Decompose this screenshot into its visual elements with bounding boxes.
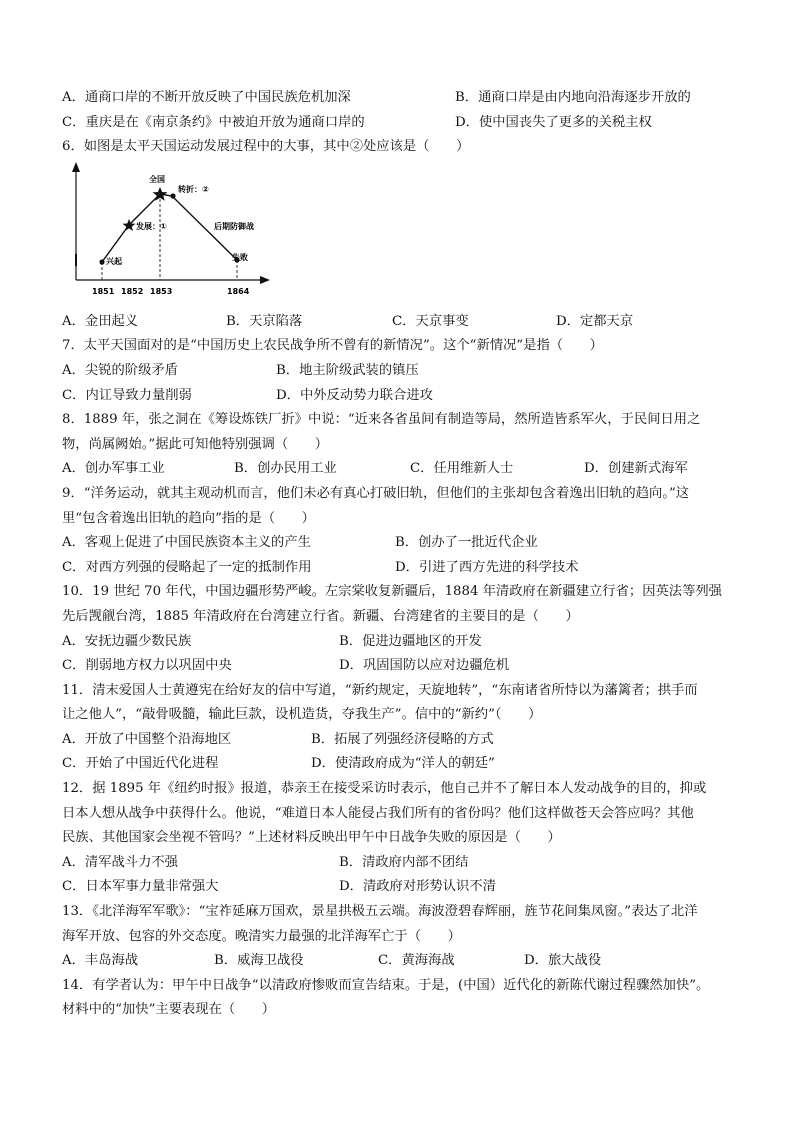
q6-option-b: B．天京陷落	[226, 313, 303, 329]
q12-option-b: B．清政府内部不团结	[339, 854, 469, 870]
q13-option-b: B．威海卫战役	[214, 953, 304, 969]
q9-text-2: 里“包含着逸出旧轨的趋向”指的是（ ）	[62, 510, 315, 526]
q10-option-d: D．巩固国防以应对边疆危机	[339, 658, 510, 674]
label-fazhan: 发展：①	[136, 221, 167, 231]
q10-option-c: C．削弱地方权力以巩固中央	[62, 658, 232, 674]
exam-page	[62, 86, 742, 1023]
q10-options-row-1	[62, 630, 742, 655]
q12-option-d: D．清政府对形势认识不清	[339, 879, 496, 895]
q6-option-d: D．定都天京	[556, 313, 634, 329]
q6-option-c: C．天京事变	[392, 313, 469, 329]
tick-1864: 1864	[227, 286, 250, 296]
q9-option-c: C．对西方列强的侵略起了一定的抵制作用	[62, 559, 312, 575]
q11-option-d: D．使清政府成为“洋人的朝廷”	[311, 756, 495, 772]
q8-option-b: B．创办民用工业	[234, 461, 337, 477]
tick-1851: 1851	[92, 286, 115, 296]
q14-text-2: 材料中的“加快”主要表现在（ ）	[62, 1002, 276, 1018]
q6-options	[62, 310, 742, 335]
q5-options-row-1	[62, 86, 742, 111]
q9-text-1: 9．“洋务运动，就其主观动机而言，他们未必有真心打破旧轨，但他们的主张却包含着逸出旧轨的趋向。”这	[62, 485, 690, 501]
q8-option-a: A．创办军事工业	[62, 461, 165, 477]
q7-options-row-2	[62, 384, 742, 409]
q9-options-row-1	[62, 531, 742, 556]
q7-text: 7．太平天国面对的是“中国历史上农民战争所不曾有的新情况”。这个“新情况”是指（ ）	[62, 338, 603, 354]
q6-text: 6．如图是太平天国运动发展过程中的大事，其中②处应该是（ ）	[62, 139, 470, 155]
q11-option-c: C．开始了中国近代化进程	[62, 756, 219, 772]
q11-options-row-1	[62, 728, 742, 753]
q13-option-a: A．丰岛海战	[62, 953, 139, 969]
label-quanguo: 全国	[149, 174, 165, 184]
q6-chart	[62, 162, 742, 310]
point-zhuanzhe	[170, 193, 175, 198]
label-shibai: 失败	[232, 252, 248, 262]
q11-options-row-2	[62, 752, 742, 777]
q11-text-2: 让之他人”，“敲骨吸髓，输此巨款，设机造货，夺我生产”。信中的“新约”（ ）	[62, 707, 542, 723]
q9-option-b: B．创办了一批近代企业	[395, 535, 538, 551]
y-axis-arrow	[72, 162, 80, 172]
q10-options-row-2	[62, 654, 742, 679]
q8-text-1: 8．1889 年，张之洞在《筹设炼铁厂折》中说：“近来各省虽间有制造等局，然所造皆系军火，于民间日用之	[62, 412, 701, 428]
q9-option-a: A．客观上促进了中国民族资本主义的产生	[62, 535, 311, 551]
q12-text-3: 民族、其他国家会坐视不管吗？”上述材料反映出甲午中日战争失败的原因是（ ）	[62, 830, 561, 846]
q6-option-a: A．金田起义	[62, 313, 139, 329]
q13-text-1: 13．《北洋海军军歌》：“宝祚延麻万国欢，景星拱极五云端。海波澄碧春辉丽，旌节花间集凤窗。”表达了北洋	[62, 904, 698, 920]
q13-option-c: C．黄海海战	[378, 953, 455, 969]
q12-option-c: C．日本军事力量非常强大	[62, 879, 219, 895]
x-axis-arrow	[260, 276, 270, 284]
q10-option-b: B．促进边疆地区的开发	[339, 633, 482, 649]
q11-option-b: B．拓展了列强经济侵略的方式	[311, 731, 494, 747]
q14-text-1: 14．有学者认为：甲午中日战争“以清政府惨败而宣告结束。于是，(中国）近代化的新陈代谢过程骤然加快”。	[62, 977, 710, 993]
q9-options-row-2	[62, 556, 742, 581]
q11-text-1: 11．清末爱国人士黄遵宪在给好友的信中写道，“新约规定，天旋地转”，“东南诸省所恃以为藩篱者；拱手而	[62, 682, 698, 698]
tick-1853: 1853	[150, 286, 173, 296]
label-xingqi: 兴起	[106, 256, 122, 266]
q8-option-c: C．任用维新人士	[410, 461, 514, 477]
q10-option-a: A．安抚边疆少数民族	[62, 633, 192, 649]
q7-option-a: A．尖锐的阶级矛盾	[62, 362, 178, 378]
label-zhuanzhe: 转折：②	[178, 184, 209, 194]
q7-options-row-1	[62, 359, 742, 384]
point-xingqi	[99, 259, 104, 264]
q5-option-b: B．通商口岸是由内地向沿海逐步开放的	[455, 90, 691, 105]
q12-options-row-1	[62, 851, 742, 876]
q5-option-c: C．重庆是在《南京条约》中被迫开放为通商口岸的	[62, 114, 365, 130]
q5-option-d: D．使中国丧失了更多的关税主权	[455, 114, 652, 130]
q13-option-d: D．旅大战役	[524, 953, 602, 969]
q5-options-row-2	[62, 111, 742, 136]
q5-option-a: A．通商口岸的不断开放反映了中国民族危机加深	[62, 90, 351, 105]
q8-option-d: D．创建新式海军	[584, 461, 688, 477]
q10-text-2: 先后觊觎台湾，1885 年清政府在台湾建立行省。新疆、台湾建省的主要目的是（ ）	[62, 608, 579, 624]
q12-text-1: 12．据 1895 年《纽约时报》报道，恭亲王在接受采访时表示，他自己并不了解日本人发动战争的目的，抑或	[62, 781, 707, 797]
q8-options	[62, 457, 742, 482]
q7-option-b: B．地主阶级武装的镇压	[276, 362, 419, 378]
tick-1852: 1852	[121, 286, 144, 296]
q7-option-d: D．中外反动势力联合进攻	[276, 387, 433, 403]
q11-option-a: A．开放了中国整个沿海地区	[62, 731, 232, 747]
q9-option-d: D．引进了西方先进的科学技术	[395, 559, 579, 575]
q12-text-2: 日本人想从战争中获得什么。他说，“难道日本人能侵占我们所有的省份吗？他们这样做苍天会答应吗？其他	[62, 805, 694, 821]
label-houqi: 后期防御战	[214, 221, 254, 231]
q12-options-row-2	[62, 875, 742, 900]
taiping-timeline-chart	[72, 162, 272, 307]
q13-options	[62, 949, 742, 974]
q8-text-2: 物，尚属阙始。”据此可知他特别强调（ ）	[62, 436, 329, 452]
q12-option-a: A．清军战斗力不强	[62, 854, 178, 870]
q7-option-c: C．内讧导致力量削弱	[62, 387, 192, 403]
q10-text-1: 10．19 世纪 70 年代，中国边疆形势严峻。左宗棠收复新疆后，1884 年清政府在新疆建立行省；因英法等列强	[62, 584, 722, 600]
q13-text-2: 海军开放、包容的外交态度。晚清实力最强的北洋海军亡于（ ）	[62, 928, 461, 944]
